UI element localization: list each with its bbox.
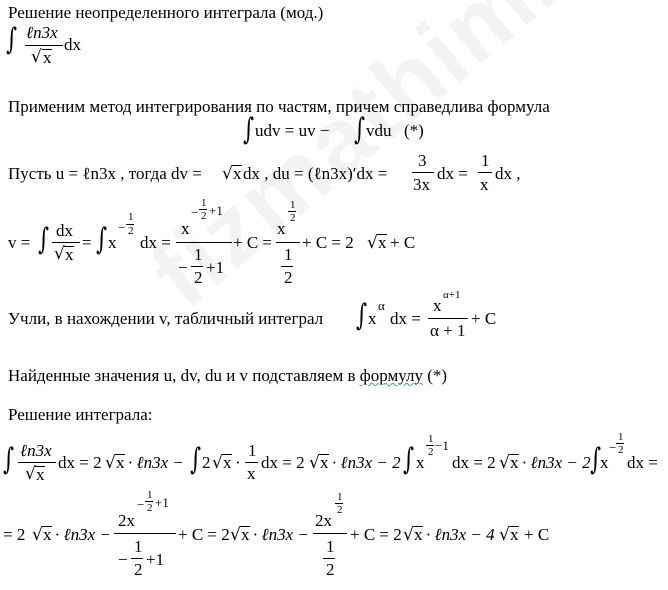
sqrt-sign: √ — [54, 244, 65, 264]
s2-t1: · ℓn3x − — [55, 525, 111, 544]
s1-t1: · ℓn3x − — [128, 453, 184, 472]
sqrt-sign: √ — [31, 47, 42, 67]
s2-n2-exp-num: 1 — [337, 491, 343, 503]
s2-n2-exp-den: 2 — [337, 504, 343, 516]
s1-t3: · ℓn3x − 2 — [332, 453, 401, 472]
s1-e1-den: 2 — [428, 446, 434, 458]
formula-right: vdu — [366, 121, 392, 140]
s2-t6: + C — [524, 525, 550, 544]
formula-left: udv = uv − — [255, 121, 330, 140]
n1-x: x — [181, 219, 190, 238]
let-text-4: dx , — [495, 164, 521, 183]
integrand-numerator: ℓn3x — [26, 23, 58, 42]
v-label: v = — [8, 233, 31, 252]
s1-x4: x — [510, 453, 519, 472]
d1-den: 2 — [194, 268, 203, 287]
sqrt-sign: √ — [105, 453, 116, 473]
s1-t4: dx = 2 — [452, 453, 496, 472]
sqrt-sign: √ — [309, 453, 320, 473]
found-text-a: Найденные значения u, dv, du и v подставляем в — [8, 366, 360, 385]
v-x-base: x — [108, 233, 117, 252]
fraction-bar — [428, 318, 468, 319]
n2-x: x — [277, 219, 286, 238]
table-text: Учли, в нахождении v, табличный интеграл — [8, 309, 324, 328]
s1-x3: x — [320, 453, 329, 472]
integral-sign: ∫ — [356, 298, 367, 333]
v-pc3: + C — [390, 233, 416, 252]
s2-d2-den: 2 — [326, 560, 335, 579]
s1-e2-num: 1 — [618, 431, 624, 443]
sqrt-sign: √ — [222, 164, 233, 184]
s1-t2: dx = 2 — [261, 453, 305, 472]
page-title: Решение неопределенного интеграла (мод.) — [8, 3, 324, 22]
exp-num: 1 — [128, 211, 134, 223]
integral-sign: ∫ — [96, 222, 107, 257]
table-den: α + 1 — [430, 321, 466, 340]
fraction-bar — [323, 558, 335, 559]
s2-n1-exp-den: 2 — [147, 502, 153, 514]
fraction-bar — [281, 266, 293, 267]
d1-plus: +1 — [206, 258, 225, 277]
s1-e2-minus: − — [609, 440, 617, 455]
fraction-bar — [18, 462, 56, 463]
n2-exp-num: 1 — [290, 199, 296, 211]
integral-sign: ∫ — [403, 442, 414, 477]
s1-t5: · ℓn3x − 2 — [522, 453, 591, 472]
fraction-bar — [191, 266, 203, 267]
s2-d2-num: 1 — [326, 537, 335, 556]
s2-d1-den: 2 — [134, 560, 143, 579]
integral-sign: ∫ — [190, 442, 201, 477]
s1-xe2: x — [600, 453, 609, 472]
sqrt-sign: √ — [403, 525, 414, 545]
d1-num: 1 — [194, 245, 203, 264]
sqrt-sign: √ — [367, 233, 378, 253]
fraction-bar — [276, 242, 300, 243]
table-alpha: α — [378, 298, 385, 313]
s2-eq: = 2 — [3, 525, 26, 544]
sqrt-sign: √ — [499, 453, 510, 473]
s2-t3: · ℓn3x − — [253, 525, 309, 544]
v-sqrt-x: x — [378, 233, 387, 252]
method-text: Применим метод интегрирования по частям, причем справедлива формула — [8, 97, 550, 116]
d1-minus: − — [178, 258, 188, 277]
n1-exp-den: 2 — [201, 210, 207, 222]
s2-n1: 2x — [118, 511, 135, 530]
d2-num: 1 — [284, 245, 293, 264]
exp-den: 2 — [128, 225, 134, 237]
fraction-bar — [478, 172, 492, 173]
exp-minus: − — [118, 220, 126, 235]
found-text-c: (*) — [423, 366, 448, 385]
s1-t6: dx = — [627, 453, 658, 472]
s2-n1-exp-num: 1 — [147, 489, 153, 501]
n1-exp-minus: − — [191, 205, 199, 220]
sqrt-sign: √ — [230, 525, 241, 545]
s1-xe: x — [416, 453, 425, 472]
s1-den: x — [36, 465, 45, 484]
table-dx: dx = — [390, 309, 421, 328]
let-sqrt-x: x — [233, 164, 242, 183]
fraction-1-num: 3 — [418, 151, 427, 170]
table-num-x: x — [433, 296, 442, 315]
s2-n1-minus: − — [137, 497, 145, 512]
sqrt-sign: √ — [32, 525, 43, 545]
s1-e1-num: 1 — [428, 433, 434, 445]
s1-e1-tail: −1 — [435, 438, 449, 453]
s1-x1: x — [116, 453, 125, 472]
fraction-bar — [313, 533, 347, 534]
integral-sign: ∫ — [590, 442, 601, 477]
integral-sign: ∫ — [38, 222, 49, 257]
s1-frac-den: x — [247, 464, 256, 483]
integral-sign: ∫ — [6, 22, 17, 57]
n1-exp-plus: +1 — [209, 203, 223, 218]
integrand-denominator: x — [43, 48, 52, 67]
differential: dx — [64, 35, 81, 54]
v-eq1: = — [82, 233, 92, 252]
v-frac-num: dx — [56, 221, 73, 240]
let-text-3: dx = — [437, 164, 468, 183]
v-pc2: + C = 2 — [302, 233, 354, 252]
found-text-link: формулу — [359, 366, 423, 385]
solution-label: Решение интеграла: — [8, 405, 153, 424]
s1-two: 2 — [202, 453, 211, 472]
s2-d1-num: 1 — [134, 537, 143, 556]
table-num-exp: α+1 — [443, 289, 461, 301]
s2-x3: x — [414, 525, 423, 544]
fraction-1-den: 3x — [413, 175, 430, 194]
fraction-bar — [412, 172, 434, 173]
s2-x1: x — [43, 525, 52, 544]
fraction-bar — [114, 533, 176, 534]
s2-t2: + C = 2 — [178, 525, 230, 544]
n2-exp-den: 2 — [290, 212, 296, 224]
s2-t4: + C = 2 — [350, 525, 402, 544]
integral-sign: ∫ — [243, 112, 254, 147]
s1-t0: dx = 2 — [58, 453, 102, 472]
sqrt-sign: √ — [212, 453, 223, 473]
formula-tag: (*) — [404, 121, 424, 140]
fraction-bar — [25, 45, 63, 46]
fraction-2-den: x — [480, 175, 489, 194]
let-text-1: Пусть u = ℓn3x , тогда dv = — [8, 164, 202, 183]
let-text-2: dx , du = (ℓn3x)′dx = — [243, 164, 388, 183]
fraction-bar — [245, 462, 258, 463]
d2-den: 2 — [284, 268, 293, 287]
fraction-2-num: 1 — [481, 151, 490, 170]
sqrt-sign: √ — [499, 525, 510, 545]
s1-dot: · — [235, 453, 241, 472]
s1-x2: x — [223, 453, 232, 472]
v-pc1: + C = — [233, 233, 273, 252]
s1-num: ℓn3x — [20, 441, 52, 460]
integral-sign: ∫ — [354, 112, 365, 147]
table-c: + C — [471, 309, 497, 328]
s2-x2: x — [241, 525, 250, 544]
v-frac-den: x — [65, 245, 74, 264]
s2-x4: x — [510, 525, 519, 544]
v-dx-eq: dx = — [140, 233, 171, 252]
fraction-bar — [131, 558, 143, 559]
sqrt-sign: √ — [25, 464, 36, 484]
s2-d1-plus: +1 — [146, 550, 165, 569]
s1-e2-den: 2 — [618, 444, 624, 456]
fraction-bar — [176, 242, 232, 243]
integral-sign: ∫ — [3, 442, 14, 477]
fraction-bar — [52, 242, 80, 243]
s2-t5: · ℓn3x − 4 — [426, 525, 495, 544]
found-text — [8, 366, 447, 386]
s2-d1-minus: − — [118, 550, 128, 569]
s2-n1-exp-plus: +1 — [155, 495, 169, 510]
table-x: x — [368, 309, 377, 328]
s2-n2: 2x — [315, 511, 332, 530]
s1-frac-num: 1 — [248, 441, 257, 460]
n1-exp-num: 1 — [201, 197, 207, 209]
